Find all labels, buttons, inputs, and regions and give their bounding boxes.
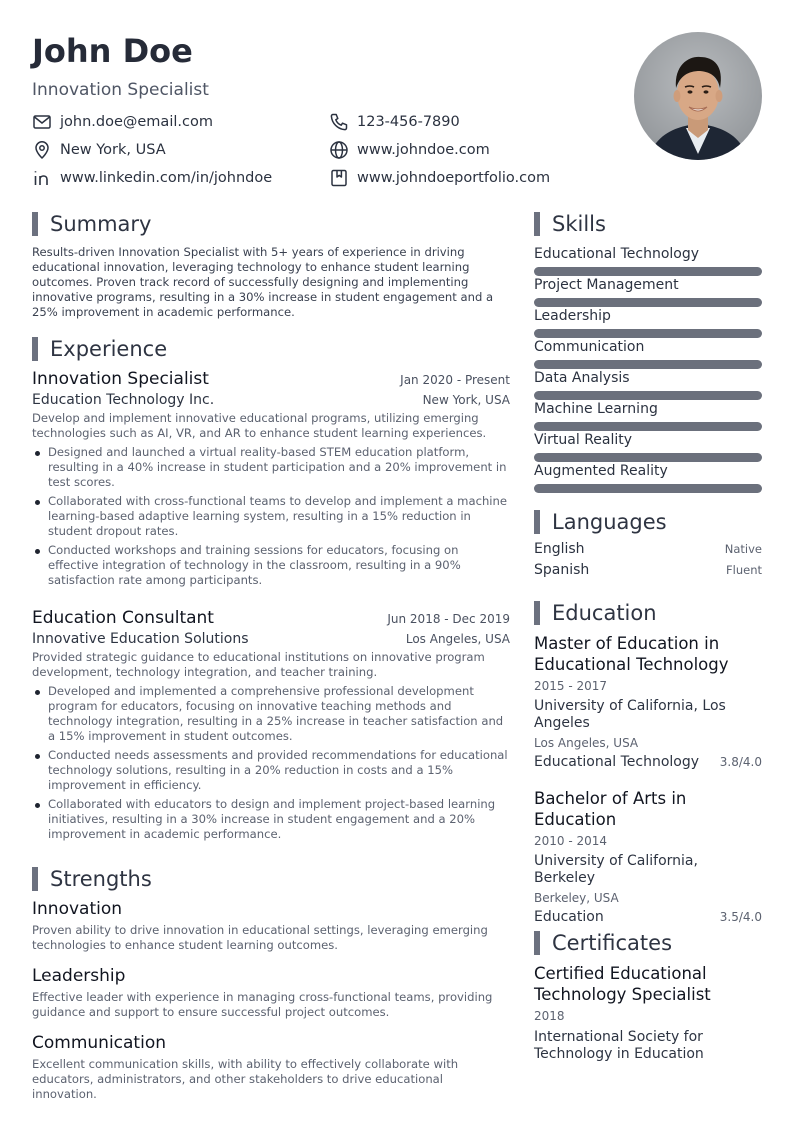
skill-item: Machine Learning xyxy=(534,400,762,431)
list-item: Developed and implemented a comprehensive professional development program for educators, focusing on innovative teaching methods and technology integration, resulting in a 25% increase in teacher satisfaction and a 15% improvement in student outcomes. xyxy=(32,684,510,744)
globe-icon xyxy=(329,140,349,160)
skill-item: Virtual Reality xyxy=(534,431,762,462)
skill-item: Communication xyxy=(534,338,762,369)
skill-item: Augmented Reality xyxy=(534,462,762,493)
list-item: Designed and launched a virtual reality-based STEM education platform, resulting in a 40% increase in student participation and a 20% improvement in test scores. xyxy=(32,445,510,490)
languages-list xyxy=(534,541,762,583)
profile-photo xyxy=(634,32,762,160)
skill-item: Educational Technology xyxy=(534,245,762,276)
experience-item xyxy=(32,608,510,846)
certificate-name: Certified Educational Technology Specialist xyxy=(534,964,711,1004)
job-title: Education Consultant xyxy=(32,608,214,628)
edu-school: University of California, Berkeley xyxy=(534,853,698,886)
strength-description: Effective leader with experience in managing cross-functional teams, providing guidance and support to ensure successful project outcomes. xyxy=(32,990,493,1019)
edu-location: Los Angeles, USA xyxy=(534,736,639,750)
certificate-issuer: International Society for Technology in Education xyxy=(534,1029,704,1062)
contact-website[interactable] xyxy=(329,139,490,161)
job-dates: Jun 2018 - Dec 2019 xyxy=(387,612,510,626)
job-title: Innovation Specialist xyxy=(32,369,209,389)
skill-item: Leadership xyxy=(534,307,762,338)
summary-text: Results-driven Innovation Specialist with 5+ years of experience in driving educational innovation, leveraging technology to enhance student learning outcomes. Proven track record of successfully designing and implementing innovative programs, resulting in a 30% increase in student engagement and a 25% improvement in academic performance. xyxy=(32,245,494,319)
website-text: www.johndoe.com xyxy=(357,142,490,158)
list-item: Collaborated with cross-functional teams to develop and implement a machine learning-based adaptive learning system, resulting in a 15% reduction in student dropout rates. xyxy=(32,494,510,539)
skill-bar xyxy=(534,360,762,369)
language-item: Spanish Fluent xyxy=(534,562,762,578)
contact-linkedin[interactable] xyxy=(32,167,272,189)
education-item xyxy=(534,633,762,770)
list-item: Conducted workshops and training sessions for educators, focusing on effective integration of technology in the classroom, resulting in a 90% satisfaction rate among participants. xyxy=(32,543,510,588)
edu-gpa: 3.5/4.0 xyxy=(719,910,762,924)
experience-item xyxy=(32,369,510,592)
strength-title: Communication xyxy=(32,1033,166,1053)
job-description: Develop and implement innovative educational programs, utilizing emerging technologies such as AI, VR, and AR to enhance student learning experiences. xyxy=(32,411,487,440)
person-title: Innovation Specialist xyxy=(32,80,209,100)
edu-field: Education xyxy=(534,909,604,925)
job-description: Provided strategic guidance to educational institutions on innovative program development, technology integration, and teacher training. xyxy=(32,650,485,679)
edu-dates: 2010 - 2014 xyxy=(534,834,608,848)
person-name: John Doe xyxy=(32,32,193,70)
skill-item: Project Management xyxy=(534,276,762,307)
linkedin-text: www.linkedin.com/in/johndoe xyxy=(60,170,273,186)
location-pin-icon xyxy=(32,140,52,160)
experience-heading: Experience xyxy=(32,337,167,361)
job-company: Innovative Education Solutions xyxy=(32,631,249,647)
skill-bar xyxy=(534,453,762,462)
strength-item xyxy=(32,1033,510,1102)
languages-heading: Languages xyxy=(534,510,667,534)
skill-bar xyxy=(534,267,762,276)
job-company: Education Technology Inc. xyxy=(32,392,215,408)
skill-bar xyxy=(534,422,762,431)
edu-gpa: 3.8/4.0 xyxy=(719,755,762,769)
strengths-heading: Strengths xyxy=(32,867,152,891)
skill-item: Data Analysis xyxy=(534,369,762,400)
certificate-item xyxy=(534,963,762,1063)
edu-dates: 2015 - 2017 xyxy=(534,679,608,693)
job-bullets xyxy=(32,445,510,588)
email-text: john.doe@email.com xyxy=(60,114,213,130)
job-location: Los Angeles, USA xyxy=(405,632,510,646)
skill-bar xyxy=(534,329,762,338)
edu-location: Berkeley, USA xyxy=(534,891,619,905)
skills-list xyxy=(534,245,762,493)
job-bullets xyxy=(32,684,510,842)
education-item xyxy=(534,788,762,925)
skills-heading: Skills xyxy=(534,212,606,236)
list-item: Collaborated with educators to design and implement project-based learning initiatives, resulting in a 30% increase in student engagement and a 20% improvement in academic performance. xyxy=(32,797,510,842)
contact-phone[interactable] xyxy=(329,111,460,133)
skill-bar xyxy=(534,484,762,493)
job-dates: Jan 2020 - Present xyxy=(400,373,510,387)
certificate-year: 2018 xyxy=(534,1009,565,1023)
education-heading: Education xyxy=(534,601,657,625)
job-location: New York, USA xyxy=(422,393,510,407)
contact-email[interactable] xyxy=(32,111,213,133)
skill-bar xyxy=(534,298,762,307)
bookmark-icon xyxy=(329,168,349,188)
summary-heading: Summary xyxy=(32,212,151,236)
language-item: English Native xyxy=(534,541,762,557)
strength-item xyxy=(32,899,510,953)
edu-degree: Master of Education in Educational Technology xyxy=(534,634,729,674)
edu-field: Educational Technology xyxy=(534,754,700,770)
contact-location xyxy=(32,139,166,161)
mail-icon xyxy=(32,112,52,132)
phone-text: 123-456-7890 xyxy=(357,114,460,130)
strength-title: Innovation xyxy=(32,899,123,919)
strength-item xyxy=(32,966,510,1020)
skill-bar xyxy=(534,391,762,400)
strength-description: Excellent communication skills, with ability to effectively collaborate with educators, administrators, and other stakeholders to drive educational innovation. xyxy=(32,1057,459,1101)
contact-portfolio[interactable] xyxy=(329,167,550,189)
edu-degree: Bachelor of Arts in Education xyxy=(534,789,687,829)
list-item: Conducted needs assessments and provided recommendations for educational technology solutions, resulting in a 20% reduction in costs and a 15% improvement in efficiency. xyxy=(32,748,510,793)
certificates-heading: Certificates xyxy=(534,931,672,955)
strength-title: Leadership xyxy=(32,966,126,986)
portfolio-text: www.johndoeportfolio.com xyxy=(357,170,551,186)
linkedin-icon xyxy=(32,168,52,188)
edu-school: University of California, Los Angeles xyxy=(534,698,726,731)
phone-icon xyxy=(329,112,349,132)
strength-description: Proven ability to drive innovation in educational settings, leveraging emerging technologies to enhance student learning outcomes. xyxy=(32,923,488,952)
location-text: New York, USA xyxy=(60,142,166,158)
